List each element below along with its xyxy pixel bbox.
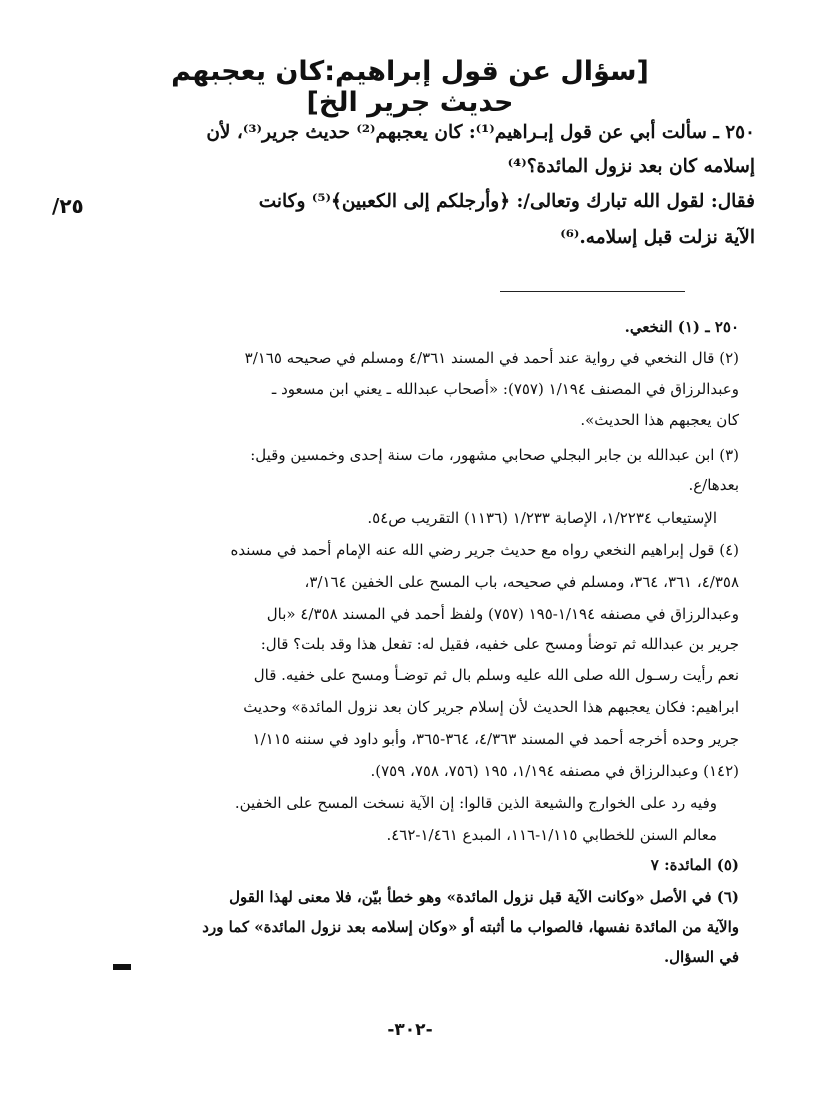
footnote-divider [500,291,685,292]
main-text-line: فقال: لقول الله تبارك وتعالى/: ﴿وأرجلكم إلى الكعبين﴾⁽⁵⁾ وكانت [258,191,755,212]
margin-page-reference: /٢٥ [52,194,84,218]
footnote-line: الإستيعاب ١/٢٢٣٤، الإصابة ١/٢٣٣ (١١٣٦) التقريب ص٥٤. [367,509,717,527]
footnote-line: (٦) في الأصل «وكانت الآية قبل نزول المائدة» وهو خطأ بيّن، فلا معنى لهذا القول [229,888,739,906]
footnote-line: وعبدالرزاق في مصنفه ١/١٩٤-١٩٥ (٧٥٧) ولفظ أحمد في المسند ٤/٣٥٨ «بال [266,605,739,623]
footnote-line: معالم السنن للخطابي ١/١١٥-١١٦، المبدع ١/٤٦١-٤٦٢. [386,826,717,844]
footnote-line: (٥) المائدة: ٧ [650,856,739,874]
ink-mark [113,964,131,970]
footnote-line: ابراهيم: فكان يعجبهم هذا الحديث لأن إسلام جرير كان بعد نزول المائدة» وحديث [243,698,739,716]
footnote-line: (٢) قال النخعي في رواية عند أحمد في المسند ٤/٣٦١ ومسلم في صحيحه ٣/١٦٥ [244,349,739,367]
footnote-line: ٤/٣٥٨، ٣٦١، ٣٦٤، ومسلم في صحيحه، باب المسح على الخفين ٣/١٦٤، [304,573,739,591]
footnote-line: بعدها/ع. [688,476,739,494]
page-number: -٣٠٢- [387,1020,433,1040]
main-text-line: ٢٥٠ ـ سألت أبي عن قول إبـراهيم⁽¹⁾: كان يعجبهم⁽²⁾ حديث جرير⁽³⁾، لأن [206,122,755,143]
footnote-line: كان يعجبهم هذا الحديث». [580,411,739,429]
main-text-line: إسلامه كان بعد نزول المائدة؟⁽⁴⁾ [507,156,755,177]
footnote-line: جرير بن عبدالله ثم توضأ ومسح على خفيه، فقيل له: تفعل هذا وقد بلت؟ قال: [260,635,739,653]
footnote-line: والآية من المائدة نفسها، فالصواب ما أثبته أو «وكان إسلامه بعد نزول المائدة» كما ورد [202,918,739,936]
footnote-line: (٣) ابن عبدالله بن جابر البجلي صحابي مشهور، مات سنة إحدى وخمسين وقيل: [250,446,739,464]
footnote-line: جرير وحده أخرجه أحمد في المسند ٤/٣٦٣، ٣٦٤-٣٦٥، وأبو داود في سننه ١/١١٥ [252,730,739,748]
footnote-line: نعم رأيت رسـول الله صلى الله عليه وسلم بال ثم توضـأ ومسح على خفيه. قال [253,666,739,684]
page-title: [سؤال عن قول إبراهيم:كان يعجبهم حديث جرير الخ] [171,56,649,118]
footnote-line: وعبدالرزاق في المصنف ١/١٩٤ (٧٥٧): «أصحاب عبدالله ـ يعني ابن مسعود ـ [271,380,739,398]
footnote-line: وفيه رد على الخوارج والشيعة الذين قالوا: إن الآية نسخت المسح على الخفين. [234,794,717,812]
footnote-line: في السؤال. [663,948,739,966]
footnote-line: ٢٥٠ ـ (١) النخعي. [624,318,739,336]
footnote-line: (١٤٢) وعبدالرزاق في مصنفه ١/١٩٤، ١٩٥ (٧٥٦، ٧٥٨، ٧٥٩). [370,762,739,780]
main-text-line: الآية نزلت قبل إسلامه.⁽⁶⁾ [560,227,755,248]
footnote-line: (٤) قول إبراهيم النخعي رواه مع حديث جرير رضي الله عنه الإمام أحمد في مسنده [230,541,739,559]
